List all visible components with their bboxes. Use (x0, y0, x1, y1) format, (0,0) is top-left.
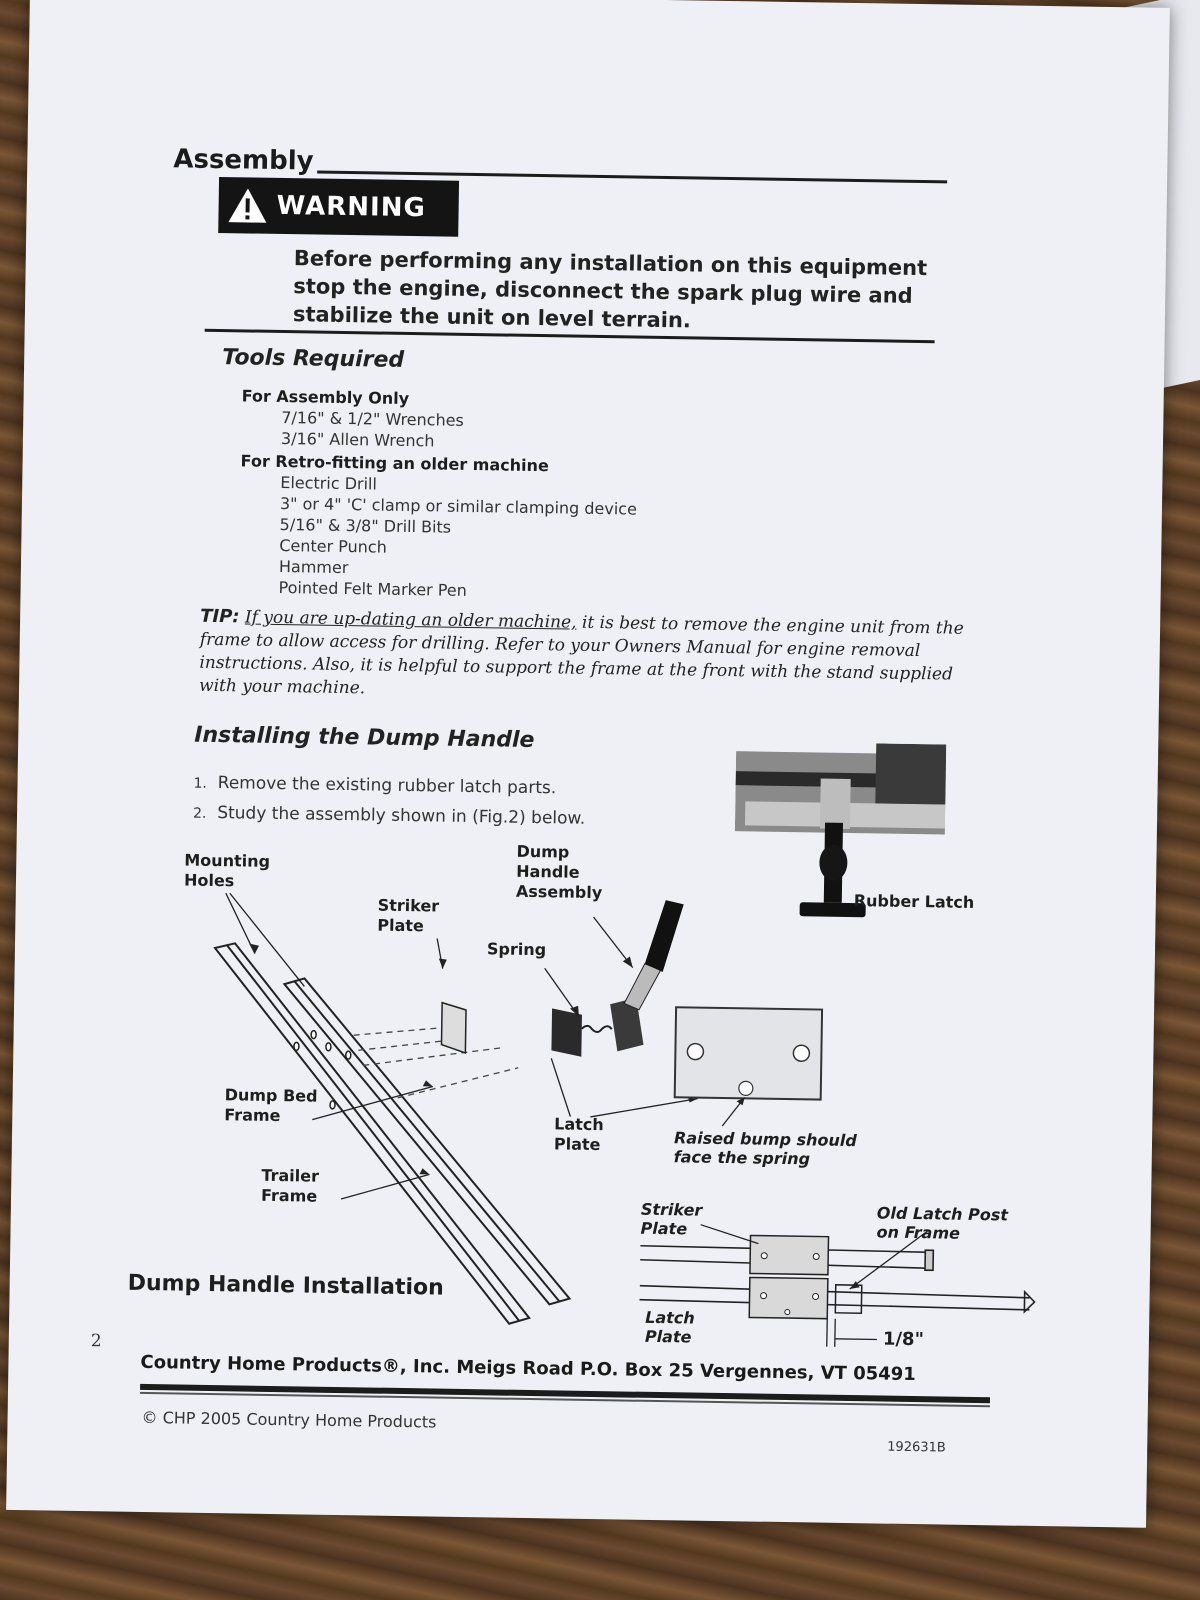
label-latch-plate: Latch Plate (553, 1114, 604, 1155)
label-striker-plate: Striker Plate (377, 895, 440, 936)
tool-item: Hammer (278, 556, 349, 578)
tool-item: 3" or 4" 'C' clamp or similar clamping device (279, 493, 638, 519)
tip-text: it is best to remove the engine unit from the frame to allow access for drilling. Refer to your Owners Manual for engine removal instructions. Also, it is helpful to support the frame at the front with the stand supplied with your machine. (198, 612, 964, 699)
diagram-caption: Dump Handle Installation (127, 1270, 444, 1301)
label-trailer-frame: Trailer Frame (260, 1165, 320, 1206)
tip-underlined: If you are up-dating an older machine, (244, 607, 577, 633)
warning-triangle-icon (226, 186, 269, 225)
tool-item: 7/16" & 1/2" Wrenches (281, 408, 465, 430)
warning-banner (218, 177, 459, 237)
tip-label: TIP: (200, 605, 240, 628)
label-spring: Spring (486, 939, 547, 960)
label-mounting-holes: Mounting Holes (183, 850, 271, 891)
tool-item: Center Punch (279, 535, 387, 557)
warning-label: WARNING (276, 190, 427, 224)
install-steps (193, 769, 586, 835)
label-old-latch-post: Old Latch Post on Frame (876, 1203, 1009, 1243)
retrofit-heading: For Retro-fitting an older machine (240, 451, 549, 476)
install-title: Installing the Dump Handle (194, 722, 535, 754)
step-2: 2. Study the assembly shown in (Fig.2) below. (192, 803, 586, 829)
label-rubber-latch: Rubber Latch (853, 891, 975, 912)
bump-leader (712, 1091, 753, 1132)
dump-handle-grip (645, 900, 684, 973)
footer-copyright: © CHP 2005 Country Home Products (141, 1407, 437, 1432)
manual-page (6, 0, 1170, 1528)
alignment-lines (353, 1025, 519, 1100)
label-gap: 1/8" (882, 1328, 925, 1351)
part-number: 192631B (887, 1439, 946, 1456)
tool-item: Pointed Felt Marker Pen (278, 577, 468, 600)
tools-title: Tools Required (222, 345, 405, 373)
arrowheads (245, 944, 700, 1179)
label-detail-latch: Latch Plate (644, 1307, 695, 1347)
dump-handle-lever (624, 963, 661, 1010)
warning-text: Before performing any installation on this equipment stop the engine, disconnect the spark plug wire and stabilize the unit on level terrain. (292, 246, 928, 333)
tip-paragraph (199, 605, 980, 710)
tool-item: 5/16" & 3/8" Drill Bits (279, 514, 452, 537)
label-detail-striker: Striker Plate (640, 1199, 703, 1239)
label-raised-bump: Raised bump should face the spring (673, 1128, 857, 1169)
spring-part (582, 1026, 612, 1032)
section-title: Assembly (173, 144, 314, 177)
tool-item: Electric Drill (280, 472, 378, 494)
label-dump-bed-frame: Dump Bed Frame (224, 1085, 318, 1126)
tools-list (238, 385, 638, 603)
striker-plate-part (441, 1003, 466, 1053)
step-1: 1. Remove the existing rubber latch parts. (193, 773, 557, 799)
tool-item: 3/16" Allen Wrench (280, 428, 435, 451)
trailer-frame-rail (209, 943, 575, 1325)
footer-company: Country Home Products®, Inc. Meigs Road P.O. Box 25 Vergennes, VT 05491 (140, 1351, 916, 1386)
page-number: 2 (90, 1331, 102, 1352)
assembly-heading: For Assembly Only (241, 386, 410, 409)
label-dump-handle-assembly: Dump Handle Assembly (515, 841, 603, 903)
